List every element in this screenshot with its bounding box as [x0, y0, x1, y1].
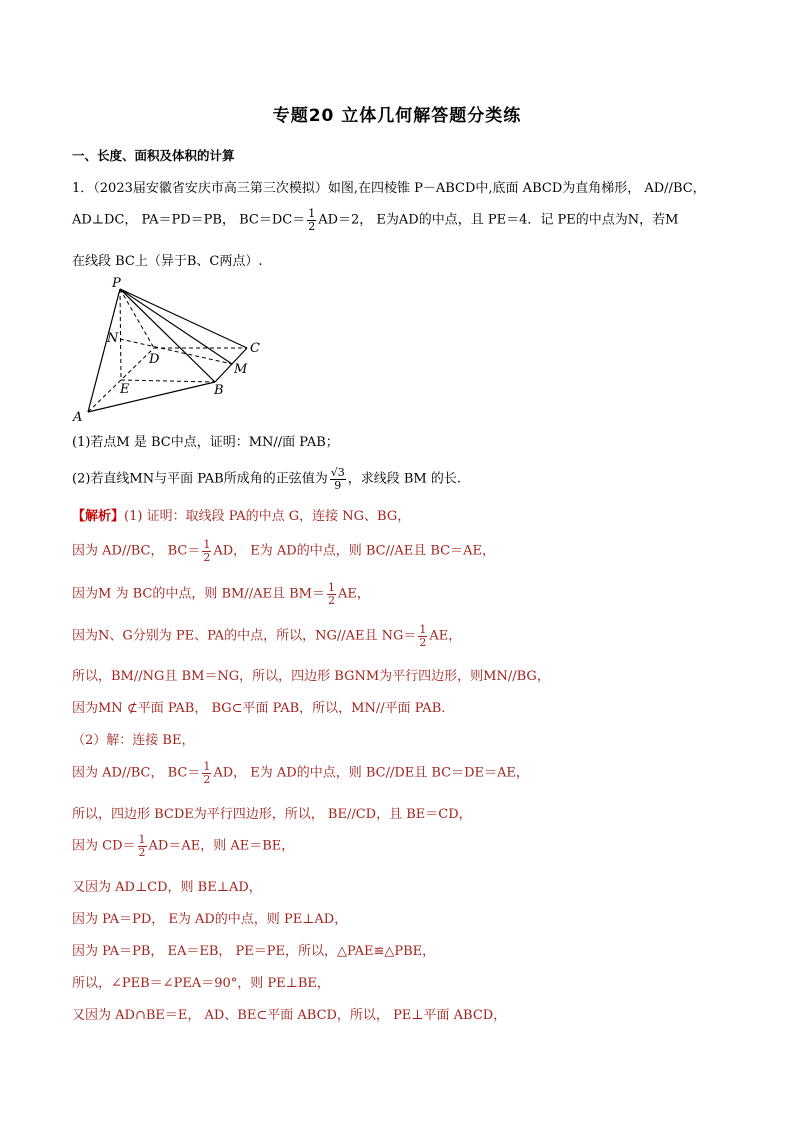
fraction-denominator: 2: [138, 845, 146, 859]
solution-line-3: [72, 582, 370, 606]
edge-AB: [88, 382, 215, 412]
solution-text: AD， E为 AD的中点，则 BC//AE且 BC＝AE，: [213, 543, 495, 559]
solution-line-1-text: (1) 证明：取线段 PA的中点 G，连接 NG、BG，: [124, 509, 411, 524]
problem-line-3: 在线段 BC上（异于B、C两点）.: [72, 254, 263, 269]
solution-line-2: [72, 539, 495, 563]
solution-line-14: 所以，∠PEB＝∠PEA＝90°，则 PE⊥BE，: [72, 976, 330, 991]
problem-line-1: 1．（2023届安徽省安庆市高三第三次模拟）如图,在四棱锥 P－ABCD中,底面 ABCD为直角梯形， AD//BC，: [72, 181, 706, 196]
fraction: [418, 624, 427, 648]
fraction: [138, 834, 147, 858]
problem-line-2a: AD⊥DC， PA＝PD＝PB， BC＝DC＝: [72, 212, 306, 228]
question-1: (1)若点M 是 BC中点，证明：MN//面 PAB；: [72, 435, 339, 450]
problem-line-2b: AD＝2， E为AD的中点，且 PE＝4．记 PE的中点为N，若M: [318, 212, 679, 228]
fraction-numerator: 1: [419, 623, 427, 636]
label-C: C: [250, 341, 260, 356]
edge-NM: [120, 339, 232, 364]
solution-text: 因为 AD//BC， BC＝: [72, 765, 201, 781]
label-P: P: [112, 276, 121, 291]
pyramid-figure: [70, 276, 270, 424]
fraction: [327, 582, 336, 606]
fraction-numerator: 1: [203, 538, 211, 551]
edge-EB: [121, 380, 215, 382]
question-2a: (2)若直线MN与平面 PAB所成角的正弦值为: [72, 471, 328, 487]
solution-text: AD＝AE，则 AE＝BE，: [148, 838, 295, 854]
edge-PA: [88, 289, 120, 412]
analysis-tag: 【解析】: [72, 509, 125, 524]
label-D: D: [149, 352, 160, 367]
pyramid-diagram: [70, 276, 270, 424]
solution-line-8: [72, 761, 529, 785]
fraction-numerator: √3: [330, 466, 345, 479]
fraction: [202, 539, 211, 563]
page-title: 专题20 立体几何解答题分类练: [272, 106, 522, 126]
fraction-numerator: 1: [327, 581, 335, 594]
solution-text: 因为M 为 BC的中点，则 BM//AE且 BM＝: [72, 586, 325, 602]
solution-text: AD， E为 AD的中点，则 BC//DE且 BC＝DE＝AE，: [213, 765, 529, 781]
label-N: N: [107, 331, 119, 346]
fraction-numerator: 1: [308, 207, 316, 220]
solution-text: 因为 AD//BC， BC＝: [72, 543, 201, 559]
edge-PM: [120, 289, 232, 364]
fraction-denominator: 2: [203, 772, 211, 786]
edge-PC: [120, 289, 247, 348]
fraction: [330, 467, 346, 491]
fraction-denominator: 2: [419, 635, 427, 649]
fraction-numerator: 1: [138, 833, 146, 846]
solution-text: AE，: [337, 586, 370, 602]
solution-line-9: 所以，四边形 BCDE为平行四边形，所以， BE//CD，且 BE＝CD，: [72, 807, 472, 822]
label-E: E: [120, 382, 130, 397]
solution-line-12: 因为 PA＝PD， E为 AD的中点，则 PE⊥AD，: [72, 912, 348, 927]
label-A: A: [73, 410, 83, 424]
edge-PB: [120, 289, 215, 382]
solution-line-13: 因为 PA＝PB， EA＝EB， PE＝PE，所以，△PAE≌△PBE，: [72, 944, 436, 959]
section-heading: 一、长度、面积及体积的计算: [72, 148, 235, 163]
fraction-denominator: 2: [308, 219, 316, 233]
fraction: [307, 208, 316, 232]
solution-text: AE，: [429, 628, 462, 644]
solution-line-7: （2）解：连接 BE，: [72, 733, 195, 748]
label-B: B: [214, 383, 224, 398]
solution-text: 因为 CD＝: [72, 838, 136, 854]
question-2b: ，求线段 BM 的长.: [347, 471, 462, 487]
solution-line-6: 因为MN ⊄平面 PAB， BG⊂平面 PAB，所以，MN//平面 PAB.: [72, 701, 446, 716]
solution-line-15: 又因为 AD∩BE＝E， AD、BE⊂平面 ABCD，所以， PE⊥平面 ABCD，: [72, 1008, 507, 1023]
solution-line-10: [72, 834, 294, 858]
edge-PE: [120, 289, 121, 380]
fraction-denominator: 2: [327, 593, 335, 607]
problem-line-2: [72, 208, 678, 232]
solution-text: 因为N、G分别为 PE、PA的中点，所以，NG//AE且 NG＝: [72, 628, 417, 644]
label-M: M: [234, 362, 248, 377]
fraction: [202, 761, 211, 785]
solution-line-5: 所以，BM//NG且 BM＝NG，所以，四边形 BGNM为平行四边形，则MN//BG，: [72, 669, 550, 684]
solution-line-1: [72, 505, 410, 524]
solution-line-4: [72, 624, 461, 648]
fraction-denominator: 9: [334, 478, 342, 492]
fraction-denominator: 2: [203, 550, 211, 564]
solution-line-11: 又因为 AD⊥CD，则 BE⊥AD，: [72, 880, 262, 895]
fraction-numerator: 1: [203, 760, 211, 773]
question-2: [72, 467, 461, 491]
edge-PD: [120, 289, 154, 348]
